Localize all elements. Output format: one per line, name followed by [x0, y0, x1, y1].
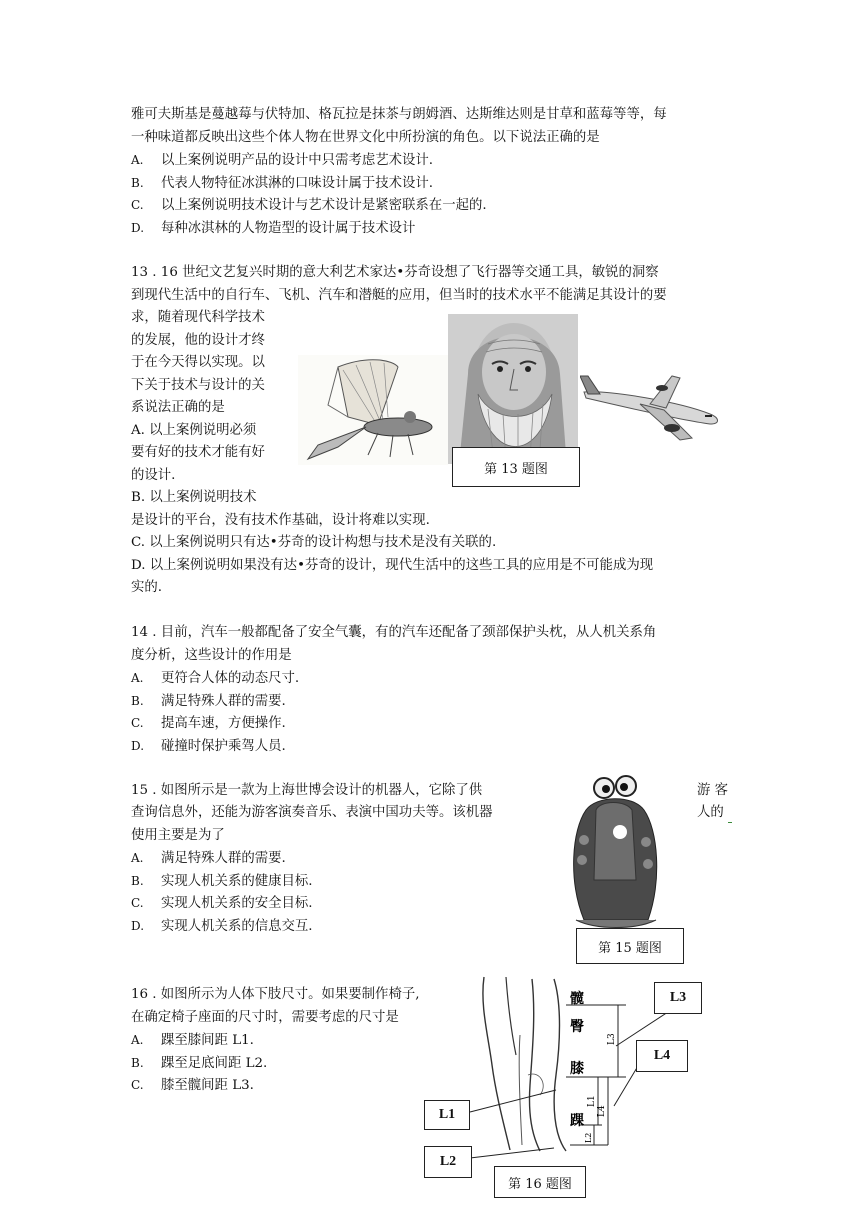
callout-l4: L4 — [636, 1040, 688, 1072]
q13-wrap-2: 的发展，他的设计才终 — [131, 333, 265, 348]
q12-option-a: A. 以上案例说明产品的设计中只需考虑艺术设计. — [131, 153, 434, 168]
q15-option-b: B. 实现人机关系的健康目标. — [131, 874, 313, 889]
q13-option-b-2: 是设计的平台，没有技术作基础，设计将难以实现. — [131, 513, 430, 528]
q13-option-a-1: A. 以上案例说明必须 — [131, 423, 257, 438]
q13-option-c: C. 以上案例说明只有达•芬奇的设计构想与技术是没有关联的. — [131, 535, 497, 550]
q14-text-line1: 14 . 目前，汽车一般都配备了安全气囊，有的汽车还配备了颈部保护头枕，从人机关系角 — [131, 625, 657, 640]
q13-option-a-2: 要有好的技术才能有好 — [131, 445, 265, 460]
q13-text-line2: 到现代生活中的自行车、飞机、汽车和潜艇的应用，但当时的技术水平不能满足其设计的要 — [131, 288, 667, 303]
q16-text-line1: 16 . 如图所示为人体下肢尺寸。如果要制作椅子, — [131, 987, 420, 1002]
label-hip-a: 髋 — [570, 991, 584, 1007]
da-vinci-portrait-image — [448, 314, 578, 464]
leader-lines — [420, 990, 700, 1170]
q15-text-line3: 使用主要是为了 — [131, 828, 225, 843]
q13-option-a-3: 的设计. — [131, 468, 176, 483]
callout-l2: L2 — [424, 1146, 472, 1178]
q16-option-c: C. 膝至髋间距 L3. — [131, 1078, 254, 1093]
q12-option-b: B. 代表人物特征冰淇淋的口味设计属于技术设计. — [131, 176, 434, 191]
callout-l1: L1 — [424, 1100, 470, 1130]
q15-text-line1b: 游 客 — [697, 783, 729, 798]
robot-image — [566, 770, 666, 930]
q15-caption-box — [576, 928, 684, 964]
q16-option-a: A. 踝至膝间距 L1. — [131, 1033, 254, 1048]
q13-wrap-5: 系说法正确的是 — [131, 400, 225, 415]
airplane-image — [580, 372, 726, 442]
q13-option-d-2: 实的. — [131, 580, 163, 595]
q15-text-line2b: 人的 — [697, 805, 724, 820]
q12-option-d: D. 每种冰淇林的人物造型的设计属于技术设计 — [131, 221, 416, 236]
callout-l3: L3 — [654, 982, 702, 1014]
label-ankle: 踝 — [570, 1113, 584, 1129]
q12-text-line2: 一种味道都反映出这些个体人物在世界文化中所扮演的角色。以下说法正确的是 — [131, 130, 600, 145]
q14-option-c: C. 提高车速，方便操作. — [131, 716, 286, 731]
q16-caption-box — [494, 1166, 586, 1198]
q14-option-b: B. 满足特殊人群的需要. — [131, 694, 286, 709]
green-mark — [728, 822, 732, 823]
q13-wrap-1: 求，随着现代科学技术 — [131, 310, 265, 325]
label-hip-b: 臀 — [570, 1019, 584, 1035]
q15-text-line1a: 15 . 如图所示是一款为上海世博会设计的机器人，它除了供 — [131, 783, 483, 798]
q14-option-d: D. 碰撞时保护乘驾人员. — [131, 739, 286, 754]
q15-option-d: D. 实现人机关系的信息交互. — [131, 919, 313, 934]
q16-caption: 第 16 题图 — [508, 1176, 572, 1192]
dim-label-l2: L2 — [584, 1132, 593, 1143]
q15-caption: 第 15 题图 — [598, 940, 662, 956]
q13-caption: 第 13 题图 — [484, 461, 548, 477]
q16-text-line2: 在确定椅子座面的尺寸时，需要考虑的尺寸是 — [131, 1010, 399, 1025]
q16-option-b: B. 踝至足底间距 L2. — [131, 1056, 268, 1071]
q14-option-a: A. 更符合人体的动态尺寸. — [131, 671, 300, 686]
q13-wrap-4: 下关于技术与设计的关 — [131, 378, 265, 393]
q12-option-c: C. 以上案例说明技术设计与艺术设计是紧密联系在一起的. — [131, 198, 487, 213]
q14-text-line2: 度分析，这些设计的作用是 — [131, 648, 292, 663]
q15-text-line2a: 查询信息外，还能为游客演奏音乐、表演中国功夫等。该机器 — [131, 805, 493, 820]
q13-caption-box — [452, 447, 580, 487]
q13-option-b-1: B. 以上案例说明技术 — [131, 490, 257, 505]
q13-wrap-3: 于在今天得以实现。以 — [131, 355, 265, 370]
q15-option-a: A. 满足特殊人群的需要. — [131, 851, 286, 866]
q12-text-line1: 雅可夫斯基是蔓越莓与伏特加、格瓦拉是抹茶与朗姆酒、达斯维达则是甘草和蓝莓等等，每 — [131, 107, 667, 122]
q13-text-line1: 13 . 16 世纪文艺复兴时期的意大利艺术家达•芬奇设想了飞行器等交通工具，敏锐的洞察 — [131, 265, 659, 280]
label-knee: 膝 — [570, 1061, 584, 1077]
q13-option-d-1: D. 以上案例说明如果没有达•芬奇的设计，现代生活中的这些工具的应用是不可能成为现 — [131, 558, 654, 573]
flying-machine-sketch-image — [298, 355, 448, 465]
q15-option-c: C. 实现人机关系的安全目标. — [131, 896, 313, 911]
dim-label-l1: L1 — [587, 1095, 597, 1107]
dim-label-l4: L4 — [597, 1105, 607, 1117]
dim-label-l3: L3 — [607, 1033, 617, 1045]
